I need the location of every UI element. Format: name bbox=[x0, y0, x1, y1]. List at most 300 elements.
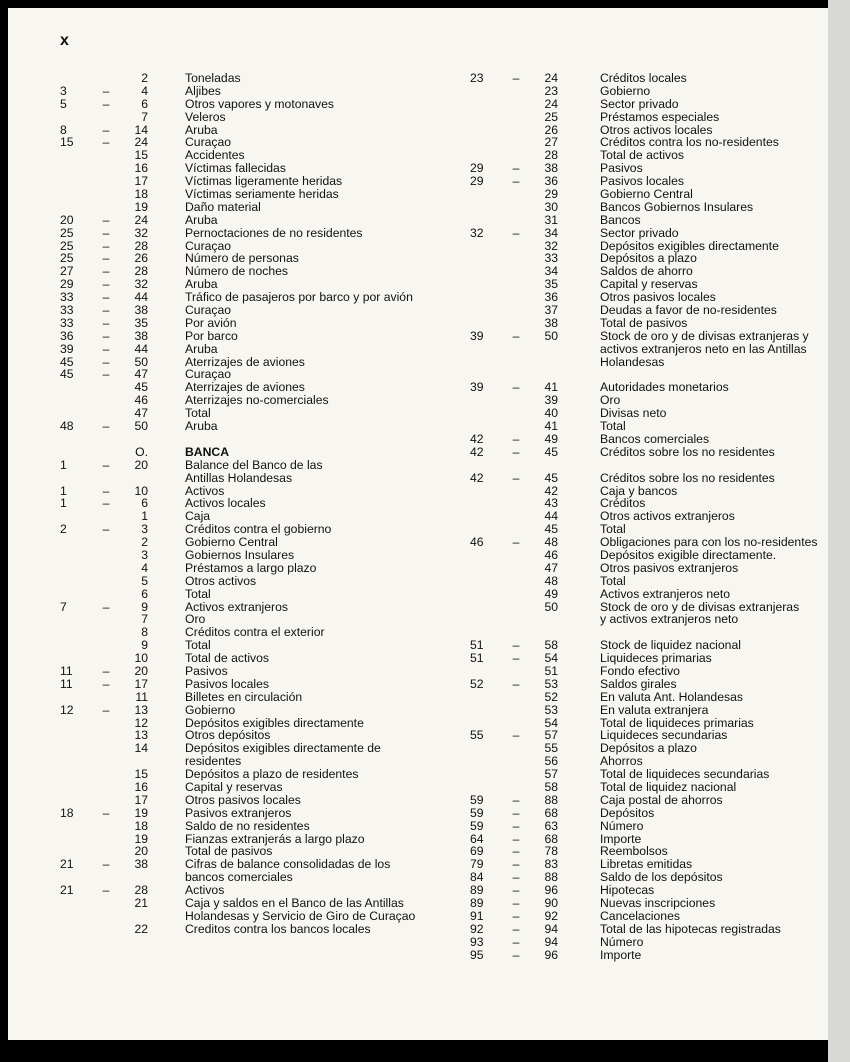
range-end: 13 bbox=[134, 728, 148, 743]
range-end: 45 bbox=[134, 380, 148, 395]
range-dash: – bbox=[102, 663, 110, 678]
entry-label: Balance del Banco de las bbox=[185, 457, 323, 472]
index-row bbox=[470, 936, 826, 949]
range-end: 40 bbox=[544, 406, 558, 421]
range-start: 29 bbox=[60, 277, 74, 292]
range-end: 45 bbox=[544, 522, 558, 537]
index-row bbox=[470, 188, 826, 201]
range-end: 20 bbox=[134, 663, 148, 678]
entry-label: Número de noches bbox=[185, 264, 288, 279]
page-letter: x bbox=[60, 32, 69, 49]
range-start: 39 bbox=[470, 380, 484, 395]
range-end: 30 bbox=[544, 199, 558, 214]
range-end: 36 bbox=[544, 174, 558, 189]
range-dash: – bbox=[512, 831, 520, 846]
range-end: 5 bbox=[141, 573, 148, 588]
entry-label: Fondo efectivo bbox=[600, 663, 680, 678]
range-start: 45 bbox=[60, 367, 74, 382]
entry-label: Aljibes bbox=[185, 83, 221, 98]
entry-label: Total de activos bbox=[600, 148, 685, 163]
range-dash: – bbox=[512, 225, 520, 240]
range-dash: – bbox=[102, 83, 110, 98]
index-row bbox=[470, 446, 826, 459]
range-start: 3 bbox=[60, 83, 67, 98]
entry-label: Número bbox=[600, 818, 644, 833]
entry-label: Depósitos exigibles directamente de bbox=[185, 741, 381, 756]
range-end: 38 bbox=[134, 857, 148, 872]
range-dash: – bbox=[102, 135, 110, 150]
range-end: 47 bbox=[134, 406, 148, 421]
entry-label: activos extranjeros neto en las Antillas bbox=[600, 341, 807, 356]
entry-label: Caja y saldos en el Banco de las Antillas bbox=[185, 896, 404, 910]
range-start: 52 bbox=[470, 676, 484, 691]
index-row bbox=[60, 85, 405, 98]
range-start: 42 bbox=[470, 444, 484, 459]
range-end: 17 bbox=[134, 676, 148, 691]
entry-label: Fianzas extranjerás a largo plazo bbox=[185, 831, 365, 846]
range-start: 89 bbox=[470, 896, 484, 910]
entry-label: Aruba bbox=[185, 277, 218, 292]
range-dash: – bbox=[102, 354, 110, 369]
range-end: 15 bbox=[134, 148, 148, 163]
range-start: 91 bbox=[470, 908, 484, 923]
index-row bbox=[60, 897, 405, 910]
range-dash: – bbox=[102, 212, 110, 227]
range-end: 24 bbox=[134, 135, 148, 150]
entry-label: Capital y reservas bbox=[185, 779, 283, 794]
range-end: 14 bbox=[134, 122, 148, 137]
entry-label: Pernoctaciones de no residentes bbox=[185, 225, 363, 240]
range-end: 35 bbox=[134, 315, 148, 330]
entry-label: Total bbox=[600, 522, 626, 537]
entry-label: Créditos locales bbox=[600, 71, 687, 85]
index-row bbox=[470, 433, 826, 446]
index-row bbox=[60, 626, 405, 639]
index-row bbox=[60, 188, 405, 201]
range-end: 16 bbox=[134, 161, 148, 176]
range-dash: – bbox=[102, 496, 110, 511]
range-end: 9 bbox=[141, 638, 148, 653]
entry-label: Créditos sobre los no residentes bbox=[600, 470, 775, 485]
range-end: 50 bbox=[544, 328, 558, 343]
range-end: 54 bbox=[544, 715, 558, 730]
range-end: 27 bbox=[544, 135, 558, 150]
range-end: 43 bbox=[544, 496, 558, 511]
entry-label: En valuta Ant. Holandesas bbox=[600, 689, 743, 704]
range-end: 57 bbox=[544, 728, 558, 743]
range-start: 39 bbox=[60, 341, 74, 356]
entry-label: Otros vapores y motonaves bbox=[185, 96, 335, 111]
range-end: 42 bbox=[544, 483, 558, 498]
range-end: 49 bbox=[544, 586, 558, 601]
range-end: 25 bbox=[544, 109, 558, 124]
index-row bbox=[60, 214, 405, 227]
entry-label: Daño material bbox=[185, 199, 261, 214]
entry-label: Sector privado bbox=[600, 96, 679, 111]
entry-label: Reembolsos bbox=[600, 844, 668, 859]
range-start: 45 bbox=[60, 354, 74, 369]
entry-label: Bancos comerciales bbox=[600, 431, 710, 446]
entry-label: Oro bbox=[185, 612, 206, 627]
range-end: 46 bbox=[544, 547, 558, 562]
range-start: 2 bbox=[60, 522, 67, 537]
index-row bbox=[470, 949, 826, 962]
range-end: 83 bbox=[544, 857, 558, 872]
range-dash: – bbox=[102, 419, 110, 434]
range-end: 28 bbox=[134, 883, 148, 898]
entry-label: Divisas neto bbox=[600, 406, 667, 421]
range-end: 10 bbox=[134, 651, 148, 666]
range-start: 8 bbox=[60, 122, 67, 137]
range-end: 34 bbox=[544, 225, 558, 240]
entry-label: Aterrizajes no-comerciales bbox=[185, 393, 329, 408]
range-dash: – bbox=[512, 818, 520, 833]
range-dash: – bbox=[512, 870, 520, 885]
range-end: 18 bbox=[134, 818, 148, 833]
range-end: 19 bbox=[134, 831, 148, 846]
range-dash: – bbox=[512, 908, 520, 923]
entry-label: Bancos Gobiernos Insulares bbox=[600, 199, 754, 214]
entry-label: Número de personas bbox=[185, 251, 299, 266]
range-dash: – bbox=[512, 792, 520, 807]
range-start: 51 bbox=[470, 651, 484, 666]
range-start: 27 bbox=[60, 264, 74, 279]
range-end: 4 bbox=[141, 83, 148, 98]
index-row bbox=[60, 111, 405, 124]
entry-label: Total bbox=[185, 586, 211, 601]
index-row bbox=[60, 794, 405, 807]
range-end: 8 bbox=[141, 625, 148, 640]
range-dash: – bbox=[102, 457, 110, 472]
range-dash: – bbox=[102, 315, 110, 330]
range-end: 58 bbox=[544, 638, 558, 653]
range-dash: – bbox=[102, 96, 110, 111]
index-row bbox=[60, 227, 405, 240]
entry-label: Otros activos bbox=[185, 573, 257, 588]
entry-label: Saldos girales bbox=[600, 676, 677, 691]
entry-label: Total bbox=[600, 419, 626, 434]
range-end: 68 bbox=[544, 831, 558, 846]
range-dash: – bbox=[102, 251, 110, 266]
range-end: 68 bbox=[544, 805, 558, 820]
entry-label: Accidentes bbox=[185, 148, 245, 163]
entry-label: Pasivos locales bbox=[600, 174, 684, 189]
entry-label: Holandesas y Servicio de Giro de Curaçao bbox=[185, 908, 416, 923]
range-end: 56 bbox=[544, 754, 558, 769]
range-end: 38 bbox=[134, 303, 148, 318]
range-start: 15 bbox=[60, 135, 74, 150]
range-end: 4 bbox=[141, 560, 148, 575]
range-end: 2 bbox=[141, 535, 148, 550]
entry-label: Caja postal de ahorros bbox=[600, 792, 723, 807]
index-row bbox=[60, 704, 405, 717]
range-start: 33 bbox=[60, 303, 74, 318]
range-dash: – bbox=[512, 638, 520, 653]
entry-label: Depósitos a plazo bbox=[600, 251, 697, 266]
entry-label: Depósitos a plazo de residentes bbox=[185, 767, 359, 782]
entry-label: Préstamos a largo plazo bbox=[185, 560, 317, 575]
entry-label: Curaçao bbox=[185, 303, 232, 318]
entry-label: Aruba bbox=[185, 419, 218, 434]
document-page bbox=[8, 8, 828, 1040]
index-row bbox=[60, 265, 405, 278]
entry-label: Otros pasivos extranjeros bbox=[600, 560, 739, 575]
range-dash: – bbox=[102, 702, 110, 717]
range-start: 42 bbox=[470, 470, 484, 485]
index-row bbox=[470, 227, 826, 240]
index-row bbox=[60, 908, 416, 923]
entry-label: Créditos contra los no-residentes bbox=[600, 135, 779, 150]
index-row bbox=[60, 72, 405, 85]
range-end: 52 bbox=[544, 689, 558, 704]
range-start: 11 bbox=[60, 663, 73, 678]
range-end: 20 bbox=[134, 457, 148, 472]
index-row bbox=[470, 149, 826, 162]
entry-label: Gobierno Central bbox=[600, 187, 693, 202]
range-start: 55 bbox=[470, 728, 484, 743]
entry-label: Número bbox=[600, 934, 644, 949]
range-start: 84 bbox=[470, 870, 484, 885]
entry-label: Total bbox=[185, 638, 211, 653]
range-end: 88 bbox=[544, 870, 558, 885]
range-end: 37 bbox=[544, 303, 558, 318]
index-row bbox=[60, 394, 405, 407]
range-start: 95 bbox=[470, 947, 484, 962]
range-dash: – bbox=[512, 921, 520, 936]
range-dash: – bbox=[512, 883, 520, 898]
range-start: 51 bbox=[470, 638, 484, 653]
entry-label: Autoridades monetarios bbox=[600, 380, 729, 395]
entry-label: Importe bbox=[600, 831, 642, 846]
entry-label: Holandesas bbox=[600, 354, 665, 369]
entry-label: Por avión bbox=[185, 315, 237, 330]
range-end: 14 bbox=[134, 741, 148, 756]
entry-label: Total de pasivos bbox=[600, 315, 688, 330]
entry-label: Pasivos locales bbox=[185, 676, 269, 691]
range-dash: – bbox=[512, 805, 520, 820]
index-row bbox=[470, 820, 826, 833]
range-start: 29 bbox=[470, 161, 484, 176]
entry-label: Hipotecas bbox=[600, 883, 655, 898]
index-row bbox=[470, 356, 826, 369]
range-start: 21 bbox=[60, 883, 74, 898]
entry-label: Activos extranjeros neto bbox=[600, 586, 731, 601]
entry-label: Activos bbox=[185, 483, 225, 498]
range-end: 3 bbox=[141, 522, 148, 537]
range-dash: – bbox=[512, 651, 520, 666]
range-end: 19 bbox=[134, 199, 148, 214]
entry-label: Créditos contra el exterior bbox=[185, 625, 325, 640]
entry-label: Saldo de los depósitos bbox=[600, 870, 723, 885]
entry-label: Ahorros bbox=[600, 754, 643, 769]
entry-label: Total de activos bbox=[185, 651, 270, 666]
range-end: 28 bbox=[134, 238, 148, 253]
range-dash: – bbox=[102, 238, 110, 253]
range-end: 22 bbox=[134, 921, 148, 936]
range-dash: – bbox=[512, 896, 520, 910]
entry-label: Víctimas fallecidas bbox=[185, 161, 286, 176]
range-end: 28 bbox=[134, 264, 148, 279]
entry-label: Toneladas bbox=[185, 71, 241, 85]
entry-label: Total de las hipotecas registradas bbox=[600, 921, 781, 936]
index-row bbox=[60, 433, 405, 446]
entry-label: Cancelaciones bbox=[600, 908, 680, 923]
index-row bbox=[470, 794, 826, 807]
range-end: 26 bbox=[544, 122, 558, 137]
index-row bbox=[60, 588, 405, 601]
index-row bbox=[60, 665, 405, 678]
range-end: 41 bbox=[544, 419, 558, 434]
entry-label: Billetes en circulación bbox=[185, 689, 303, 704]
range-end: 3 bbox=[141, 547, 148, 562]
range-dash: – bbox=[512, 328, 520, 343]
range-start: 12 bbox=[60, 702, 74, 717]
range-end: 96 bbox=[544, 947, 558, 962]
range-dash: – bbox=[102, 264, 110, 279]
entry-label: Total de pasivos bbox=[185, 844, 273, 859]
entry-label: Gobierno bbox=[185, 702, 236, 717]
entry-label: Pasivos bbox=[600, 161, 643, 176]
index-row bbox=[470, 459, 826, 472]
index-row bbox=[60, 98, 405, 111]
index-row bbox=[470, 472, 826, 485]
entry-label: Créditos sobre los no residentes bbox=[600, 444, 775, 459]
entry-label: Aruba bbox=[185, 341, 218, 356]
range-end: 9 bbox=[141, 599, 148, 614]
range-end: 6 bbox=[141, 496, 148, 511]
range-dash: – bbox=[512, 535, 520, 550]
entry-label: Gobierno bbox=[600, 83, 651, 98]
range-end: 55 bbox=[544, 741, 558, 756]
entry-label: Gobierno Central bbox=[185, 535, 278, 550]
range-end: 38 bbox=[544, 315, 558, 330]
index-row bbox=[470, 201, 826, 214]
entry-label: Stock de oro y de divisas extranjeras y bbox=[600, 328, 809, 343]
entry-label: Total de liquideces secundarias bbox=[600, 767, 770, 782]
index-row bbox=[60, 317, 405, 330]
range-end: 48 bbox=[544, 535, 558, 550]
range-start: 20 bbox=[60, 212, 74, 227]
range-dash: – bbox=[102, 303, 110, 318]
index-row bbox=[470, 317, 826, 330]
range-end: 63 bbox=[544, 818, 558, 833]
index-row bbox=[470, 510, 826, 523]
range-end: 48 bbox=[544, 573, 558, 588]
range-start: 1 bbox=[60, 483, 67, 498]
range-dash: – bbox=[102, 122, 110, 137]
range-end: 50 bbox=[544, 599, 558, 614]
range-start: 25 bbox=[60, 225, 74, 240]
range-end: 20 bbox=[134, 844, 148, 859]
index-row bbox=[470, 214, 826, 227]
range-end: 15 bbox=[134, 767, 148, 782]
entry-label: Antillas Holandesas bbox=[185, 470, 293, 485]
range-dash: – bbox=[102, 277, 110, 292]
index-row bbox=[60, 678, 405, 691]
entry-label: Libretas emitidas bbox=[600, 857, 693, 872]
range-start: 92 bbox=[470, 921, 484, 936]
index-row bbox=[470, 562, 826, 575]
range-start: 64 bbox=[470, 831, 484, 846]
range-end: 44 bbox=[544, 509, 558, 524]
index-row bbox=[470, 304, 826, 317]
entry-label: Liquideces secundarias bbox=[600, 728, 728, 743]
range-end: 88 bbox=[544, 792, 558, 807]
range-end: 6 bbox=[141, 586, 148, 601]
entry-label: Veleros bbox=[185, 109, 226, 124]
index-row bbox=[60, 407, 405, 420]
range-end: 39 bbox=[544, 393, 558, 408]
index-row bbox=[60, 820, 405, 833]
index-row bbox=[470, 343, 826, 356]
index-row bbox=[470, 678, 826, 691]
range-start: 33 bbox=[60, 290, 74, 305]
range-dash: – bbox=[102, 367, 110, 382]
entry-label: Liquideces primarias bbox=[600, 651, 712, 666]
range-end: 32 bbox=[134, 277, 148, 292]
range-dash: – bbox=[512, 676, 520, 691]
entry-label: Saldos de ahorro bbox=[600, 264, 693, 279]
range-end: 7 bbox=[141, 612, 148, 627]
index-row bbox=[470, 742, 826, 755]
range-end: 47 bbox=[544, 560, 558, 575]
entry-label: Otros depósitos bbox=[185, 728, 271, 743]
range-end: 44 bbox=[134, 341, 148, 356]
index-row bbox=[60, 497, 405, 510]
index-row bbox=[60, 807, 405, 820]
entry-label: Aterrizajes de aviones bbox=[185, 354, 305, 369]
range-end: 90 bbox=[544, 896, 558, 910]
index-row bbox=[60, 691, 405, 704]
range-start: 39 bbox=[470, 328, 484, 343]
range-end: 31 bbox=[544, 212, 558, 227]
entry-label: Por barco bbox=[185, 328, 238, 343]
index-row bbox=[470, 691, 826, 704]
range-end: 21 bbox=[134, 896, 148, 910]
index-row bbox=[60, 201, 405, 214]
entry-label: Stock de oro y de divisas extranjeras bbox=[600, 599, 800, 614]
range-end: 12 bbox=[134, 715, 148, 730]
range-end: 94 bbox=[544, 921, 558, 936]
entry-label: Total bbox=[600, 573, 626, 588]
range-dash: – bbox=[102, 341, 110, 356]
range-end: 45 bbox=[544, 470, 558, 485]
range-end: 34 bbox=[544, 264, 558, 279]
range-end: 24 bbox=[544, 96, 558, 111]
range-dash: – bbox=[512, 844, 520, 859]
range-dash: – bbox=[102, 225, 110, 240]
range-start: 25 bbox=[60, 238, 74, 253]
range-dash: – bbox=[102, 883, 110, 898]
range-start: 48 bbox=[60, 419, 74, 434]
index-row bbox=[470, 85, 826, 98]
entry-label: Pasivos extranjeros bbox=[185, 805, 292, 820]
range-dash: – bbox=[102, 290, 110, 305]
range-dash: – bbox=[512, 857, 520, 872]
index-row bbox=[470, 549, 826, 562]
entry-label: residentes bbox=[185, 754, 242, 769]
range-start: 69 bbox=[470, 844, 484, 859]
range-end: 29 bbox=[544, 187, 558, 202]
range-start: 1 bbox=[60, 457, 67, 472]
index-row bbox=[60, 472, 405, 485]
range-end: 53 bbox=[544, 702, 558, 717]
entry-label: Créditos bbox=[600, 496, 646, 511]
index-row bbox=[60, 420, 405, 433]
entry-label: Importe bbox=[600, 947, 642, 962]
range-dash: – bbox=[102, 328, 110, 343]
entry-label: Gobiernos Insulares bbox=[185, 547, 295, 562]
